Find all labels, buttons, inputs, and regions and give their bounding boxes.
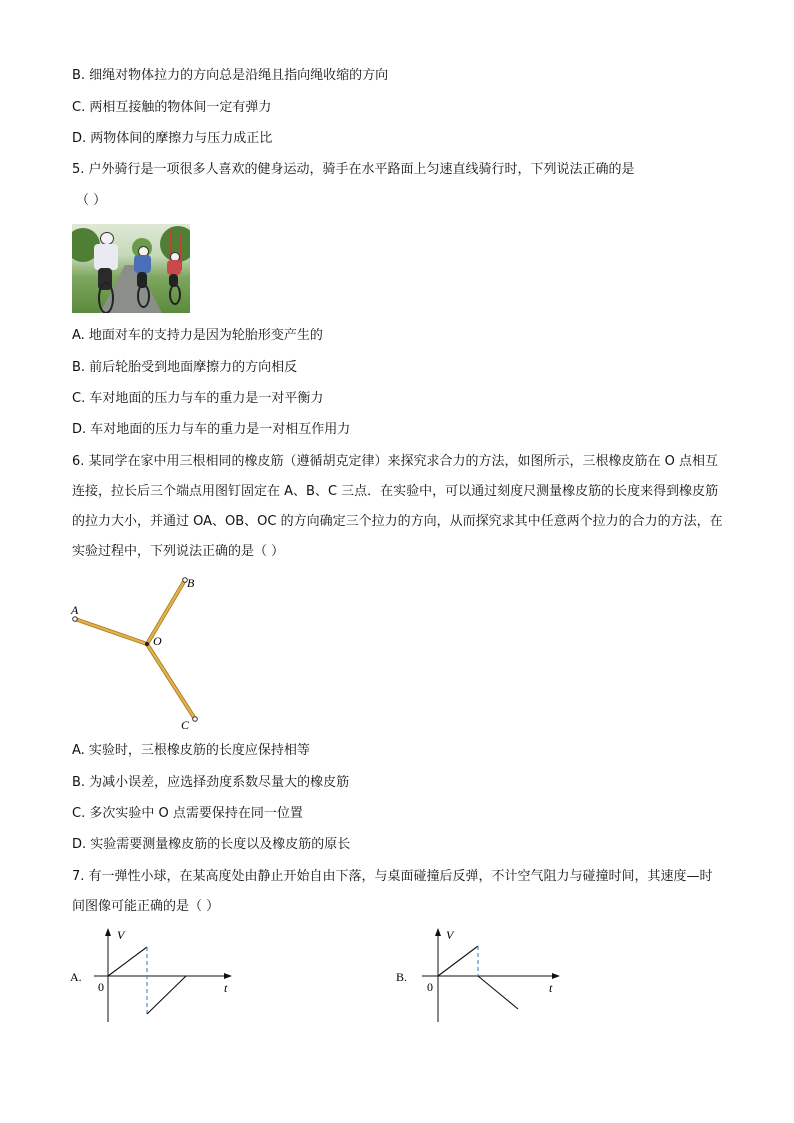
origin-label: 0 (98, 980, 104, 994)
continue-segment (478, 976, 518, 1009)
v-axis-arrow (435, 928, 441, 936)
option-b-label: B. (396, 970, 408, 984)
band-oc (147, 644, 195, 719)
q6-option-a: A. 实验时，三根橡皮筋的长度应保持相等 (72, 743, 310, 758)
t-label: t (549, 981, 553, 995)
q5-stem: 5. 户外骑行是一项很多人喜欢的健身运动，骑手在水平路面上匀速直线骑行时，下列说法正确的是 (72, 162, 635, 177)
cyclists-photo (72, 224, 190, 313)
q4-option-d: D. 两物体间的摩擦力与压力成正比 (72, 131, 273, 146)
label-c: C (181, 718, 190, 732)
fall-segment (438, 946, 478, 976)
q4-option-b: B. 细绳对物体拉力的方向总是沿绳且指向绳收缩的方向 (72, 68, 389, 83)
q4-option-c: C. 两相互接触的物体间一定有弹力 (72, 100, 272, 115)
v-label: V (117, 928, 125, 942)
fall-segment (108, 947, 147, 976)
rubber-band-figure (64, 572, 214, 732)
q6-option-d: D. 实验需要测量橡皮筋的长度以及橡皮筋的原长 (72, 837, 351, 852)
option-a-label: A. (70, 970, 82, 984)
band-oa (75, 619, 147, 644)
origin-label: 0 (427, 980, 433, 994)
q7-stem: 7. 有一弹性小球，在某高度处由静止开始自由下落，与桌面碰撞后反弹，不计空气阻力与碰撞时间，其速度—时间图像可能正确的是（ ） (72, 869, 713, 914)
q5-option-a: A. 地面对车的支持力是因为轮胎形变产生的 (72, 328, 323, 343)
t-axis-arrow (552, 973, 560, 979)
q6-stem: 6. 某同学在家中用三根相同的橡皮筋（遵循胡克定律）来探究求合力的方法，如图所示，三根橡皮筋在 O 点相互连接，拉长后三个端点用图钉固定在 A、B、C 三点．在实验中，可以通过刻度尺测量橡皮筋的长度来得到橡皮筋的拉力大小，并通过 OA、OB、OC 的方向确定三个拉力的方向，从而探究求其中任意两个拉力的合力的方法，在实验过程中，下列说法正确的是（ ） (72, 454, 723, 559)
v-axis-arrow (105, 928, 111, 936)
knot-o (145, 642, 149, 646)
pin-c (193, 717, 198, 722)
graph-option-a (68, 924, 243, 1028)
rise-segment (147, 976, 186, 1014)
pin-a (73, 617, 78, 622)
label-a: A (71, 603, 79, 617)
v-label: V (446, 928, 454, 942)
q5-option-d: D. 车对地面的压力与车的重力是一对相互作用力 (72, 422, 351, 437)
graph-option-b (396, 924, 571, 1028)
label-b: B (187, 576, 195, 590)
q6-option-c: C. 多次实验中 O 点需要保持在同一位置 (72, 806, 303, 821)
label-o: O (153, 634, 162, 648)
t-axis-arrow (224, 973, 232, 979)
q5-option-b: B. 前后轮胎受到地面摩擦力的方向相反 (72, 360, 298, 375)
t-label: t (224, 981, 228, 995)
q5-answer-paren: （ ） (76, 193, 107, 208)
q6-option-b: B. 为减小误差，应选择劲度系数尽量大的橡皮筋 (72, 775, 350, 790)
q5-option-c: C. 车对地面的压力与车的重力是一对平衡力 (72, 391, 324, 406)
